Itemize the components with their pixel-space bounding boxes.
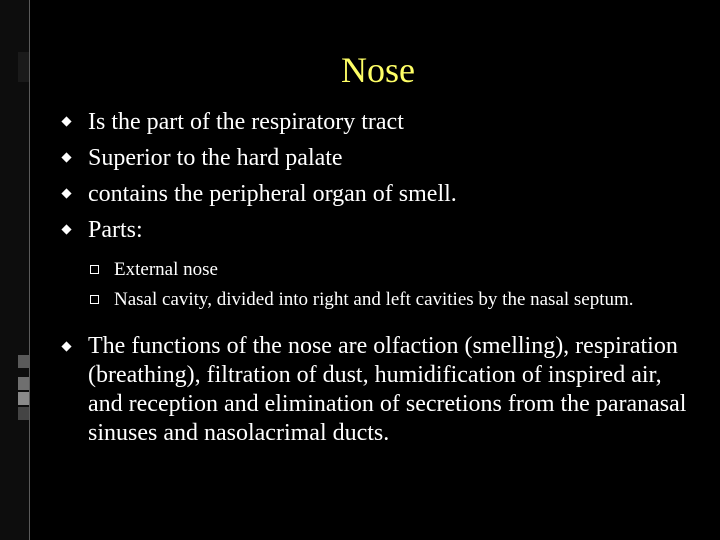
- accent-square: [18, 407, 29, 420]
- bullet-text: Superior to the hard palate: [88, 145, 343, 171]
- accent-square: [18, 392, 29, 405]
- sub-bullet-list: [90, 257, 702, 312]
- bullet-text: Is the part of the respiratory tract: [88, 109, 404, 135]
- sub-bullet-item: [90, 257, 702, 282]
- accent-square: [18, 377, 29, 390]
- bullet-item: [62, 332, 702, 448]
- bullet-item: [62, 179, 702, 209]
- hollow-square-bullet-icon: [90, 295, 99, 304]
- bullet-item: [62, 107, 702, 137]
- filled-square-bullet-icon: [61, 341, 71, 351]
- accent-square: [18, 355, 29, 368]
- sub-bullet-item: [90, 287, 702, 312]
- bullet-text: The functions of the nose are olfaction (smelling), respiration (breathing), filtration of dust, humidification of inspired air, and reception and elimination of secretions from the paranasal sinuses and nasolacrimal ducts.: [88, 333, 687, 446]
- filled-square-bullet-icon: [61, 116, 71, 126]
- bullet-text: contains the peripheral organ of smell.: [88, 181, 457, 207]
- slide-body: [62, 107, 702, 454]
- filled-square-bullet-icon: [61, 188, 71, 198]
- filled-square-bullet-icon: [61, 152, 71, 162]
- bullet-text: Parts:: [88, 217, 143, 243]
- filled-square-bullet-icon: [61, 224, 71, 234]
- sub-bullet-text: Nasal cavity, divided into right and left cavities by the nasal septum.: [114, 289, 634, 310]
- hollow-square-bullet-icon: [90, 265, 99, 274]
- slide-title: Nose: [341, 50, 415, 90]
- bullet-item: [62, 143, 702, 173]
- bullet-item: [62, 215, 702, 245]
- sub-bullet-text: External nose: [114, 259, 218, 280]
